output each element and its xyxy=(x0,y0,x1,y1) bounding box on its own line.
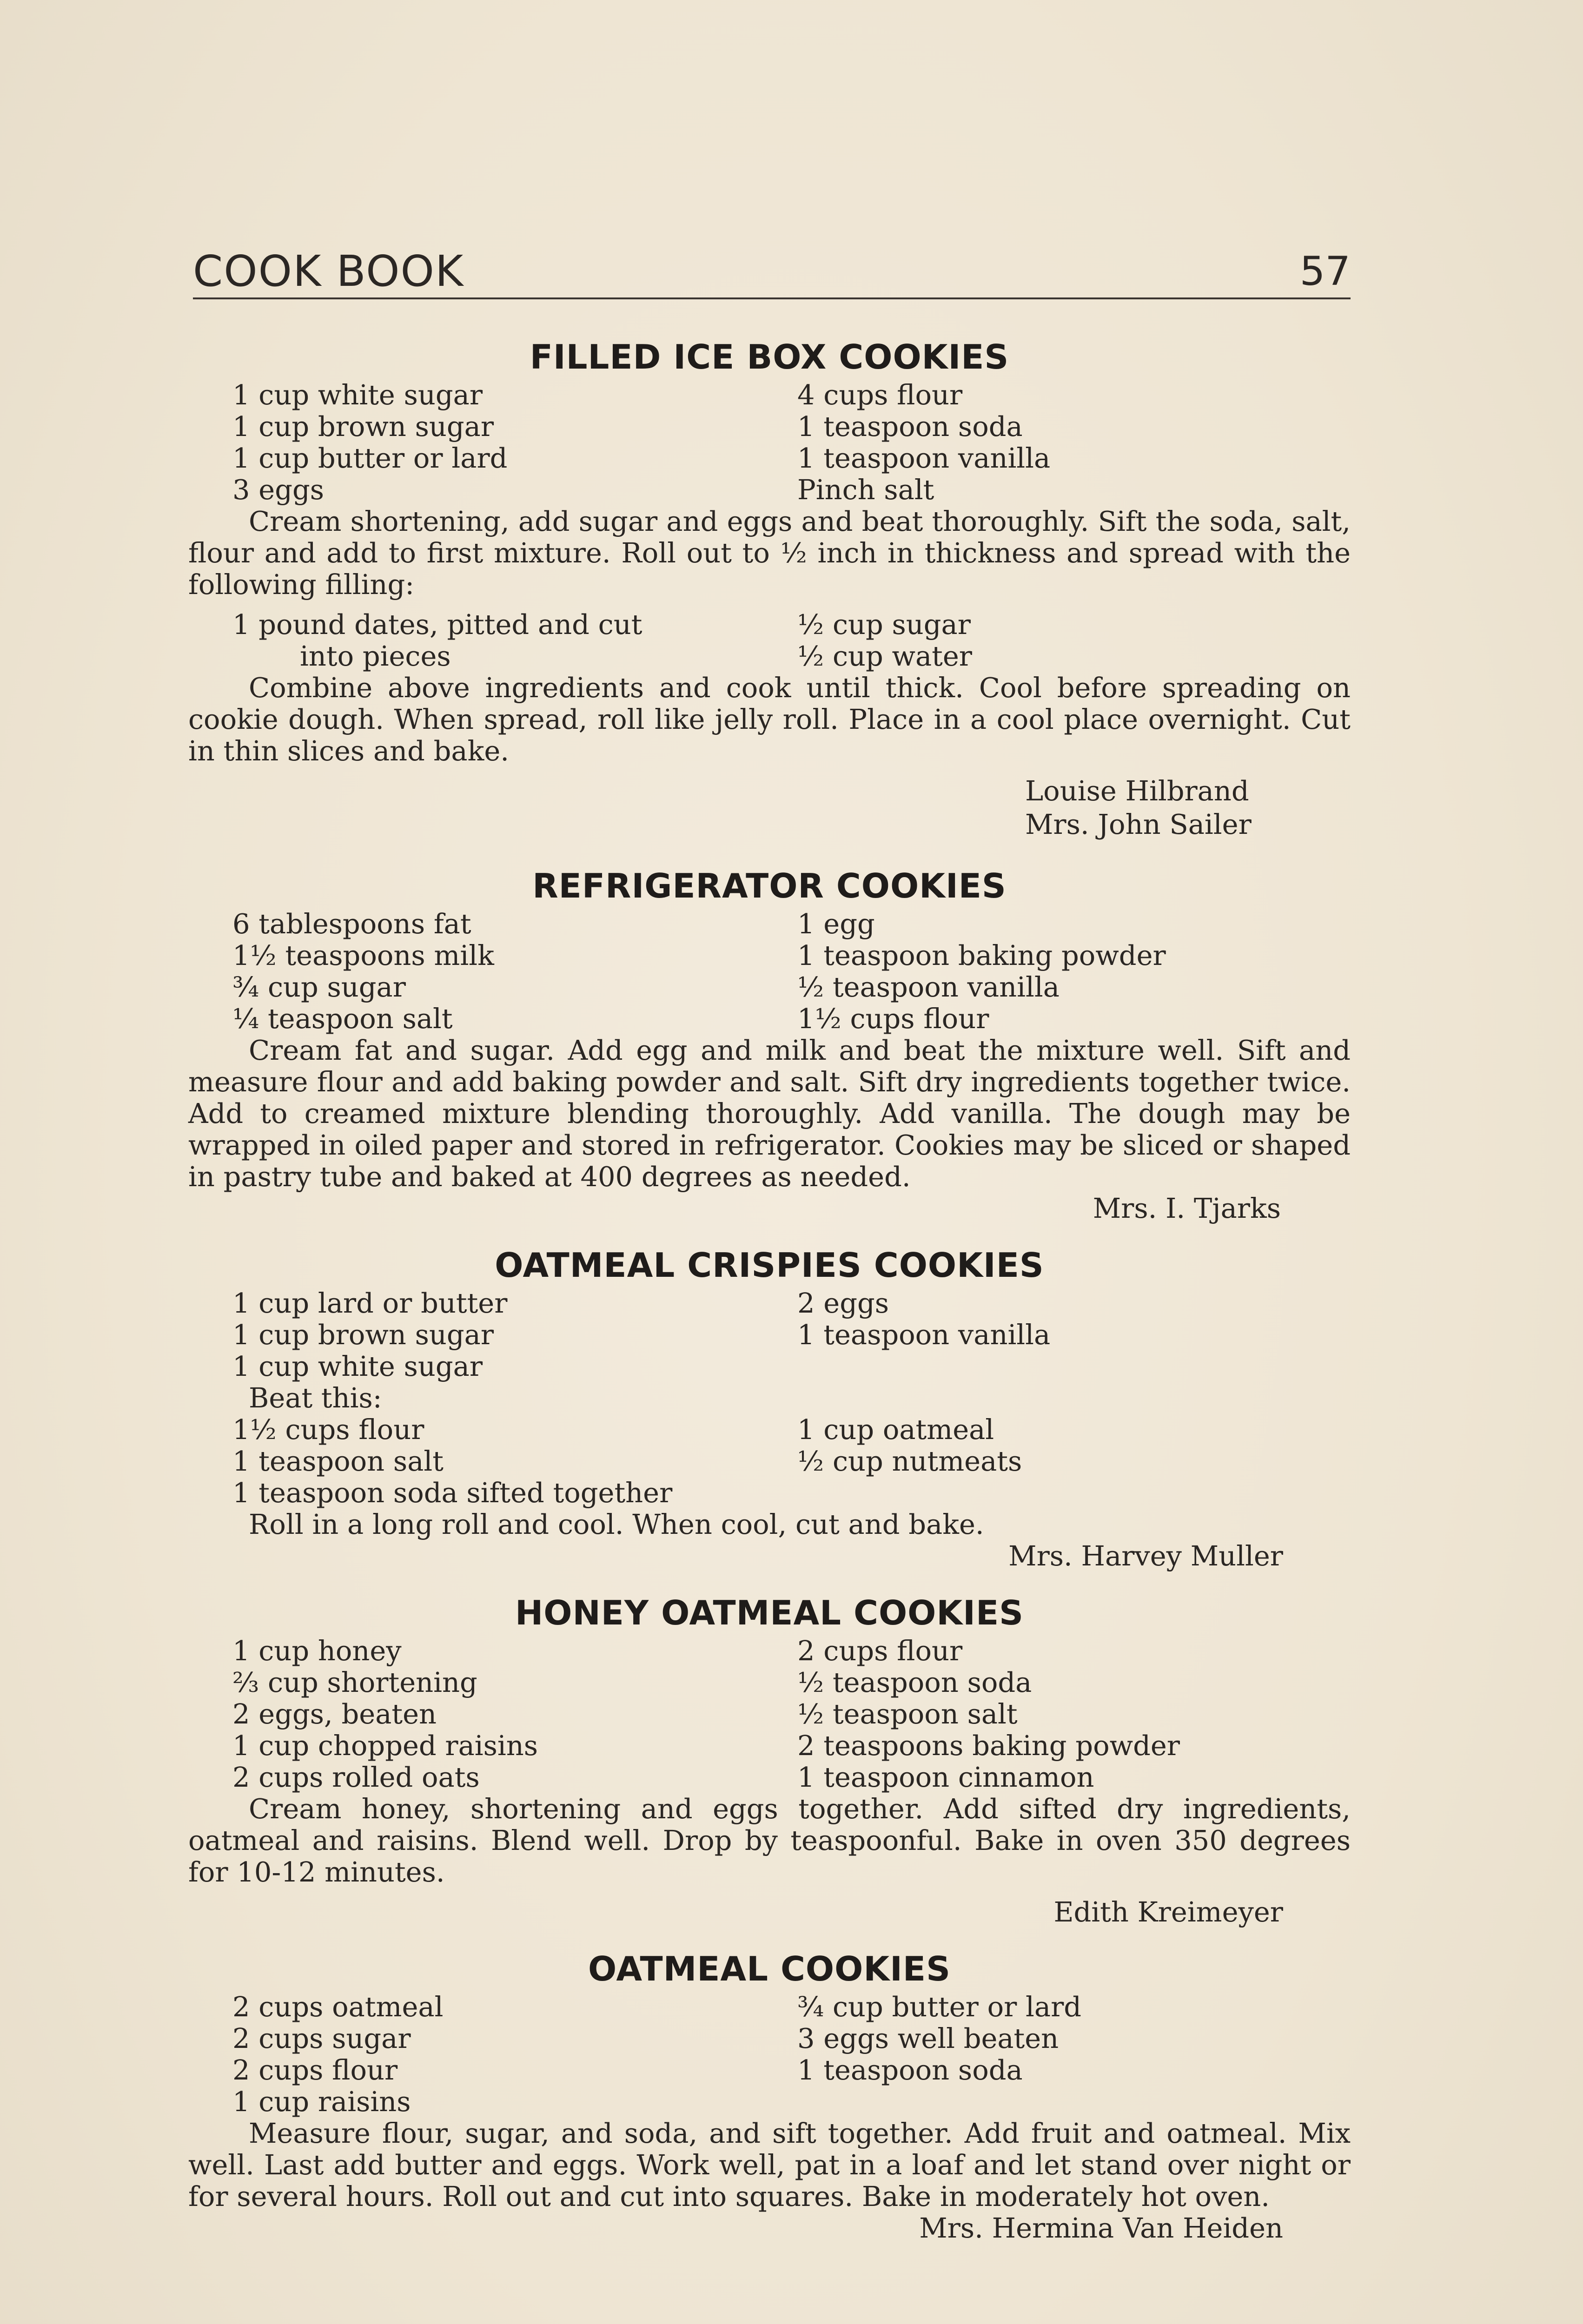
ingredient: 1½ cups flour xyxy=(232,1413,424,1446)
recipe-instructions: Cream shortening, add sugar and eggs and beat thoroughly. Sift the soda, salt, flour and add to first mixture. Roll out to ½ inch in thickness and spread with the following filling: xyxy=(188,505,1351,601)
recipe-instructions: Cream honey, shortening and eggs together. Add sifted dry ingredients, oatmeal and raisins. Blend well. Drop by teaspoonful. Bake in oven 350 degrees for 10-12 minutes. xyxy=(188,1793,1351,1888)
ingredient-row xyxy=(188,1003,1351,1035)
ingredient-row xyxy=(188,2023,1351,2054)
author: Mrs. I. Tjarks xyxy=(1093,1192,1281,1224)
ingredient-row xyxy=(188,474,1351,506)
recipe-authors xyxy=(188,775,1351,845)
ingredient: 1½ cups flour xyxy=(797,1003,989,1035)
recipe-title: HONEY OATMEAL COOKIES xyxy=(515,1593,1024,1632)
recipe-instructions: Measure flour, sugar, and soda, and sift together. Add fruit and oatmeal. Mix well. Last add butter and eggs. Work well, pat in a loaf and let stand over night or for several hours. Roll out and cut into squares. Bake in moderately hot oven. xyxy=(188,2117,1351,2212)
ingredient: ¾ cup butter or lard xyxy=(797,1991,1082,2023)
ingredient-list xyxy=(188,379,1351,506)
page-number: 57 xyxy=(1299,248,1351,295)
ingredient-list-2 xyxy=(188,1414,1351,1509)
ingredient: 6 tablespoons fat xyxy=(232,908,471,940)
recipe-honey-oatmeal-cookies xyxy=(188,1591,1351,1928)
ingredient: 1½ teaspoons milk xyxy=(232,939,494,971)
ingredient: ⅔ cup shortening xyxy=(232,1666,477,1698)
filling-instructions: Combine above ingredients and cook until thick. Cool before spreading on cookie dough. When spread, roll like jelly roll. Place in a cool place overnight. Cut in thin slices and bake. xyxy=(188,672,1351,767)
ingredient-row xyxy=(188,442,1351,474)
ingredient: 2 cups sugar xyxy=(232,2022,411,2054)
ingredient: 1 egg xyxy=(797,908,875,940)
ingredient: 3 eggs well beaten xyxy=(797,2022,1059,2054)
ingredient-row xyxy=(188,411,1351,442)
ingredient: 1 teaspoon vanilla xyxy=(797,1319,1051,1351)
author: Mrs. John Sailer xyxy=(1025,808,1252,840)
author: Mrs. Harvey Muller xyxy=(1008,1540,1283,1572)
filling-list xyxy=(188,609,1351,672)
author: Mrs. Hermina Van Heiden xyxy=(919,2212,1283,2244)
ingredient-row xyxy=(188,908,1351,940)
ingredient: ¾ cup sugar xyxy=(232,971,406,1003)
ingredient: 1 teaspoon soda sifted together xyxy=(232,1477,673,1509)
ingredient: 1 teaspoon cinnamon xyxy=(797,1761,1094,1793)
author: Louise Hilbrand xyxy=(1025,775,1249,807)
ingredient-row xyxy=(188,1414,1351,1446)
ingredient-row xyxy=(188,609,1351,640)
ingredient-row xyxy=(188,2054,1351,2086)
ingredient-row xyxy=(188,1667,1351,1698)
ingredient: 1 teaspoon vanilla xyxy=(797,442,1051,474)
recipe-instructions: Cream fat and sugar. Add egg and milk and beat the mixture well. Sift and measure flour and add baking powder and salt. Sift dry ingredients together twice. Add to creamed mixture blending thoroughly. Add vanilla. The dough may be wrapped in oiled paper and stored in refrigerator. Cookies may be sliced or shaped in pastry tube and baked at 400 degrees as needed. xyxy=(188,1034,1351,1193)
ingredient: 1 cup raisins xyxy=(232,2086,411,2118)
ingredient: 2 cups flour xyxy=(232,2054,398,2086)
ingredient-list xyxy=(188,1287,1351,1382)
ingredient: ½ teaspoon soda xyxy=(797,1666,1032,1698)
ingredient: ½ cup water xyxy=(797,640,973,672)
ingredient-row xyxy=(188,1762,1351,1793)
recipe-oatmeal-cookies xyxy=(188,1947,1351,2244)
ingredient-row xyxy=(188,1730,1351,1762)
ingredient-list xyxy=(188,908,1351,1035)
ingredient: 1 cup white sugar xyxy=(232,1350,483,1382)
ingredient: 2 cups flour xyxy=(797,1635,963,1667)
ingredient-row xyxy=(188,1319,1351,1351)
ingredient: 1 cup lard or butter xyxy=(232,1287,508,1319)
ingredient-row xyxy=(188,1287,1351,1319)
recipe-oatmeal-crispies-cookies xyxy=(188,1243,1351,1572)
ingredient: ½ cup nutmeats xyxy=(797,1445,1022,1477)
ingredient-list xyxy=(188,1991,1351,2118)
ingredient: ¼ teaspoon salt xyxy=(232,1003,453,1035)
ingredient: 3 eggs xyxy=(232,474,325,506)
ingredient: 1 cup butter or lard xyxy=(232,442,508,474)
ingredient-row xyxy=(188,1351,1351,1382)
recipe-filled-ice-box-cookies xyxy=(188,335,1351,845)
ingredient: 2 eggs xyxy=(797,1287,889,1319)
ingredient: 4 cups flour xyxy=(797,379,963,411)
recipe-title: REFRIGERATOR COOKIES xyxy=(532,866,1007,905)
ingredient: 1 cup brown sugar xyxy=(232,410,494,442)
ingredient: 1 teaspoon salt xyxy=(232,1445,444,1477)
ingredient-row xyxy=(188,379,1351,411)
ingredient: into pieces xyxy=(300,640,451,672)
ingredient-list xyxy=(188,1635,1351,1793)
ingredient-row xyxy=(188,1635,1351,1667)
ingredient: 1 teaspoon baking powder xyxy=(797,939,1166,971)
ingredient-row xyxy=(188,640,1351,672)
recipe-note: Beat this: xyxy=(249,1382,382,1414)
ingredient-row xyxy=(188,1446,1351,1477)
ingredient: ½ cup sugar xyxy=(797,608,971,640)
ingredient: 2 cups oatmeal xyxy=(232,1991,444,2023)
ingredient-row xyxy=(188,2086,1351,2118)
ingredient: 1 cup white sugar xyxy=(232,379,483,411)
recipe-title: FILLED ICE BOX COOKIES xyxy=(530,337,1009,376)
ingredient: 1 cup honey xyxy=(232,1635,402,1667)
ingredient: Pinch salt xyxy=(797,474,934,506)
ingredient: ½ teaspoon salt xyxy=(797,1698,1018,1730)
ingredient-row xyxy=(188,1698,1351,1730)
page-header xyxy=(193,242,1351,299)
recipe-instructions: Roll in a long roll and cool. When cool, cut and bake. xyxy=(249,1508,984,1540)
page-content xyxy=(188,335,1351,2244)
ingredient: 1 cup oatmeal xyxy=(797,1413,994,1446)
recipe-refrigerator-cookies xyxy=(188,864,1351,1224)
ingredient: ½ teaspoon vanilla xyxy=(797,971,1060,1003)
recipe-instructions-row xyxy=(188,1509,1351,1540)
ingredient: 1 pound dates, pitted and cut xyxy=(232,608,642,640)
ingredient: 1 teaspoon soda xyxy=(797,2054,1023,2086)
recipe-title: OATMEAL COOKIES xyxy=(588,1949,951,1988)
ingredient-row xyxy=(188,971,1351,1003)
ingredient: 1 cup brown sugar xyxy=(232,1319,494,1351)
ingredient: 1 teaspoon soda xyxy=(797,410,1023,442)
ingredient-row xyxy=(188,940,1351,971)
ingredient: 2 teaspoons baking powder xyxy=(797,1730,1180,1762)
recipe-title: OATMEAL CRISPIES COOKIES xyxy=(495,1246,1044,1285)
recipe-note-row xyxy=(188,1382,1351,1414)
running-title: COOK BOOK xyxy=(193,246,464,296)
author: Edith Kreimeyer xyxy=(1053,1896,1283,1928)
ingredient-row xyxy=(188,1477,1351,1509)
ingredient: 1 cup chopped raisins xyxy=(232,1730,538,1762)
ingredient: 2 eggs, beaten xyxy=(232,1698,437,1730)
ingredient: 2 cups rolled oats xyxy=(232,1761,480,1793)
ingredient-row xyxy=(188,1991,1351,2023)
